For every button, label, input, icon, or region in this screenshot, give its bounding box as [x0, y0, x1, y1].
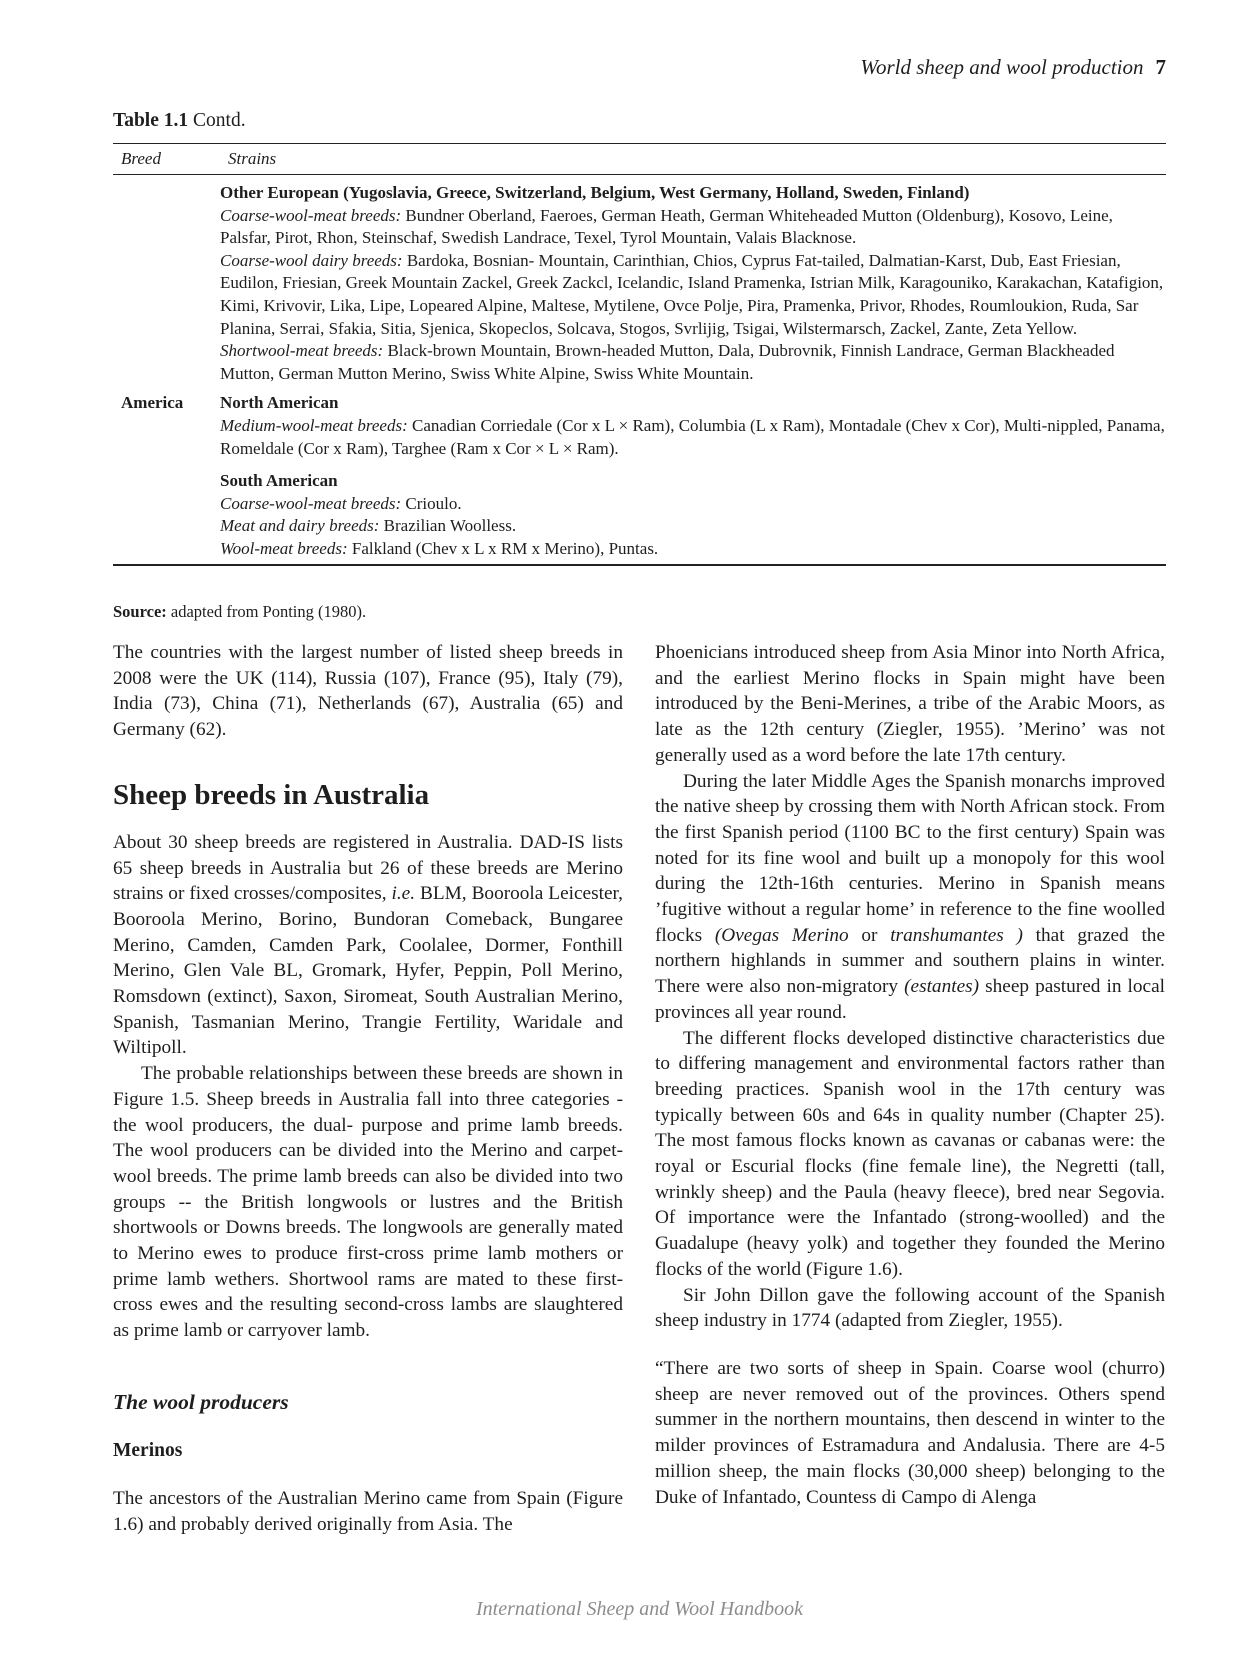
- strain-entry: Shortwool-meat breeds: Black-brown Mountain, Brown-headed Mutton, Dala, Dubrovnik, Finnish Landrace, German Blackheaded Mutton, German Mutton Merino, Swiss White Alpine, Swiss White Mountain.: [220, 341, 1115, 383]
- page: [113, 0, 1166, 1654]
- group-title-north-american: North American: [220, 393, 339, 413]
- strain-entry: Meat and dairy breeds: Brazilian Woolless.: [220, 516, 517, 536]
- header-strains: Strains: [228, 149, 277, 168]
- table-caption-text: Contd.: [193, 110, 246, 131]
- paragraph: About 30 sheep breeds are registered in Australia. DAD-IS lists 65 sheep breeds in Australia but 26 of these breeds are Merino strains or fixed crosses/composites, i.e. BLM, Booroola Leicester, Booroola Merino, Borino, Bundoran Comeback, Bungaree Merino, Camden, Camden Park, Coolalee, Dormer, Fonthill Merino, Glen Vale BL, Gromark, Hyfer, Peppin, Poll Merino, Romsdown (extinct), Saxon, Siromeat, South Australian Merino, Spanish, Tasmanian Merino, Trangie Fertility, Waridale and Wiltipoll.: [113, 831, 623, 1059]
- table-header: [113, 144, 1166, 174]
- table-rule-bottom: [113, 564, 1166, 566]
- footer-title: International Sheep and Wool Handbook: [475, 1598, 803, 1620]
- strains-cell: [220, 392, 1166, 563]
- table-source: Source: adapted from Ponting (1980).: [113, 602, 367, 621]
- breed-cell-america: America: [121, 393, 184, 413]
- block-quote: “There are two sorts of sheep in Spain. Coarse wool (churro) sheep are never removed out of the provinces. Others spend summer in the northern mountains, then descend in winter to the milder provinces of Estramadura and Andalusia. There are 4-5 million sheep, the main flocks (30,000 sheep) belonging to the Duke of Infantado, Countess di Campo di Alenga: [655, 1357, 1165, 1508]
- strain-entry: Coarse-wool dairy breeds: Bardoka, Bosnian- Mountain, Carinthian, Chios, Cyprus Fat-tailed, Dalmatian-Karst, Dub, East Friesian, Eudilon, Friesian, Greek Mountain Zackel, Greek Zackcl, Icelandic, Island Pramenka, Istrian Milk, Karagouniko, Karakachan, Katafigion, Kimi, Krivovir, Lika, Lipe, Lopeared Alpine, Maltese, Mytilene, Ovce Polje, Pira, Pramenka, Privor, Rhodes, Roumloukion, Ruda, Sar Planina, Serrai, Sfakia, Sitia, Sjenica, Skopeclos, Solcava, Stogos, Svrlijig, Tsigai, Wilstermarsch, Zackel, Zante, Zeta Yellow.: [220, 250, 1164, 338]
- table-rule-mid: [113, 174, 1166, 175]
- strain-entry: Coarse-wool-meat breeds: Bundner Oberland, Faeroes, German Heath, German Whiteheaded Mutton (Oldenburg), Kosovo, Leine, Palsfar, Pirot, Rhon, Steinschaf, Swedish Landrace, Texel, Tyrol Mountain, Valais Blacknose.: [220, 205, 1113, 248]
- paragraph: The different flocks developed distinctive characteristics due to differing management and environmental factors rather than breeding practices. Spanish wool in the 17th century was typically between 60s and 64s in quality number (Chapter 25). The most famous flocks known as cavanas or cabanas were: the royal or Escurial flocks (fine female line), the Negretti (tall, wrinkly sheep) and the Paula (heavy fleece), bred near Segovia. Of importance were the Infantado (strong-woolled) and the Guadalupe (heavy yolk) and together they founded the Merino flocks of the world (Figure 1.6).: [655, 1027, 1165, 1280]
- paragraph: During the later Middle Ages the Spanish monarchs improved the native sheep by crossing them with North African stock. From the first Spanish period (1100 BC to the first century) Spain was noted for its fine wool and built up a monopoly for this wool during the 12th-16th centuries. Merino in Spanish means ’fugitive without a regular home’ in reference to the fine woolled flocks (Ovegas Merino or transhumantes ) that grazed the northern highlands in summer and southern plains in winter. There were also non-migratory (estantes) sheep pastured in local provinces all year round.: [655, 770, 1166, 1023]
- subsection-heading: The wool producers: [113, 1389, 289, 1414]
- strain-entry: Medium-wool-meat breeds: Canadian Corriedale (Cor x L × Ram), Columbia (L x Ram), Montadale (Chev x Cor), Multi-nippled, Panama, Romeldale (Cor x Ram), Targhee (Ram x Cor × L × Ram).: [220, 415, 1165, 458]
- paragraph: Phoenicians introduced sheep from Asia Minor into North Africa, and the earliest Merino flocks in Spain might have been introduced by the Beni-Merines, a tribe of the Arabic Moors, as late as the 12th century (Ziegler, 1955). ’Merino’ was not generally used as a word before the late 17th century.: [655, 642, 1165, 766]
- table-caption: [113, 110, 246, 132]
- group-title-europe: Other European (Yugoslavia, Greece, Switzerland, Belgium, West Germany, Holland, Sweden, Finland): [220, 183, 970, 202]
- paragraph: The probable relationships between these breeds are shown in Figure 1.5. Sheep breeds in Australia fall into three categories - the wool producers, the dual- purpose and prime lamb breeds. The wool producers can be divided into the Merino and carpet-wool breeds. The prime lamb breeds can also be divided into two groups -- the British longwools or lustres and the British shortwools or Downs breeds. The longwools are generally mated to Merino ewes to produce first-cross prime lamb mothers or prime lamb wethers. Shortwool rams are mated to these first-cross ewes and the resulting second-cross lambs are slaughtered as prime lamb or carryover lamb.: [113, 1063, 623, 1342]
- strains-cell: [220, 182, 1166, 392]
- breeds-table: [113, 143, 1166, 566]
- group-title-south-american: South American: [220, 471, 338, 491]
- table-caption-label: Table 1.1: [113, 110, 189, 131]
- paragraph: The ancestors of the Australian Merino came from Spain (Figure 1.6) and probably derived originally from Asia. The: [113, 1488, 623, 1535]
- page-number: 7: [1155, 55, 1166, 79]
- running-head: [860, 55, 1166, 80]
- running-title: World sheep and wool production: [860, 55, 1144, 79]
- subsubsection-heading: Merinos: [113, 1439, 183, 1461]
- strain-entry: Coarse-wool-meat breeds: Crioulo.: [220, 493, 462, 513]
- table-row-america: [113, 392, 1166, 563]
- left-column: [113, 640, 623, 1538]
- paragraph: The countries with the largest number of listed sheep breeds in 2008 were the UK (114), Russia (107), France (95), Italy (79), India (73), China (71), Netherlands (67), Australia (65) and Germany (62).: [113, 642, 623, 741]
- right-column: [655, 640, 1165, 1510]
- section-heading: Sheep breeds in Australia: [113, 778, 430, 811]
- table-row-europe: [113, 182, 1166, 392]
- paragraph: Sir John Dillon gave the following account of the Spanish sheep industry in 1774 (adapted from Ziegler, 1955).: [655, 1284, 1165, 1332]
- header-breed: Breed: [121, 149, 161, 168]
- strain-entry: Wool-meat breeds: Falkland (Chev x L x RM x Merino), Puntas.: [220, 538, 659, 558]
- breed-cell: [113, 182, 220, 392]
